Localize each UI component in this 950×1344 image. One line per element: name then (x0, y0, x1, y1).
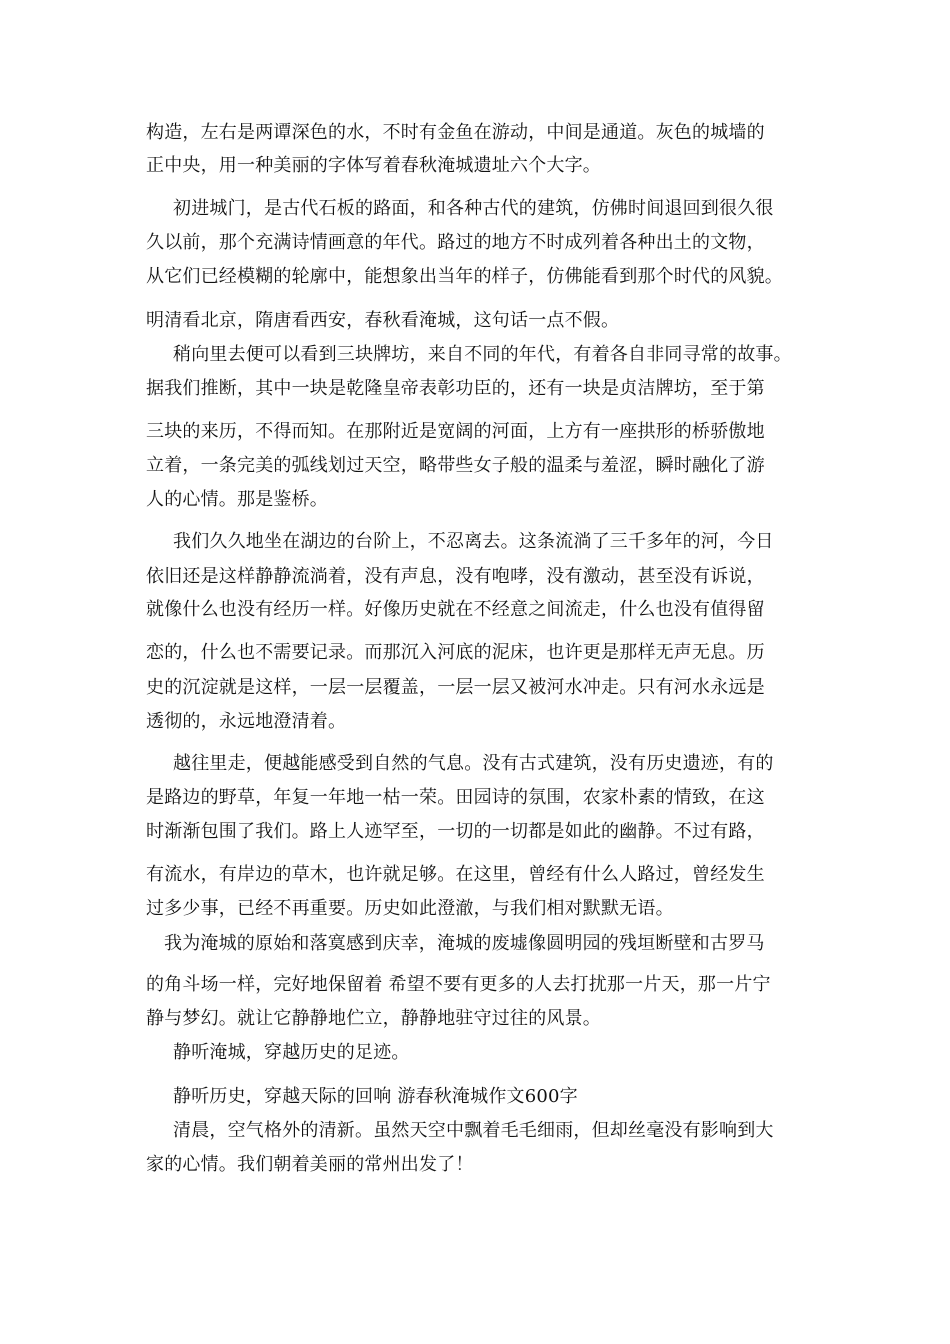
text-line: 三块的来历，不得而知。在那附近是宽阔的河面，上方有一座拱形的桥骄傲地 (146, 421, 765, 442)
text-line: 初进城门，是古代石板的路面，和各种古代的建筑，仿佛时间退回到很久很 (173, 198, 774, 219)
text-line: 依旧还是这样静静流淌着，没有声息，没有咆哮，没有激动，甚至没有诉说， (146, 566, 765, 587)
text-line: 正中央，用一种美丽的字体写着春秋淹城遗址六个大字。 (146, 155, 601, 176)
text-line: 明清看北京，隋唐看西安，春秋看淹城，这句话一点不假。 (146, 310, 620, 331)
text-line: 从它们已经模糊的轮廓中，能想象出当年的样子，仿佛能看到那个时代的风貌。 (146, 266, 783, 287)
text-line: 时渐渐包围了我们。路上人迹罕至，一切的一切都是如此的幽静。不过有路， (146, 821, 765, 842)
text-line: 是路边的野草，年复一年地一枯一荣。田园诗的氛围，农家朴素的情致，在这 (146, 787, 765, 808)
text-line: 静与梦幻。就让它静静地伫立，静静地驻守过往的风景。 (146, 1008, 601, 1029)
text-line: 恋的，什么也不需要记录。而那沉入河底的泥床，也许更是那样无声无息。历 (146, 642, 765, 663)
text-line: 静听淹城，穿越历史的足迹。 (173, 1042, 410, 1063)
text-line: 据我们推断，其中一块是乾隆皇帝表彰功臣的，还有一块是贞洁牌坊，至于第 (146, 378, 765, 399)
text-line: 清晨，空气格外的清新。虽然天空中飘着毛毛细雨，但却丝毫没有影响到大 (173, 1120, 774, 1141)
text-line: 史的沉淀就是这样，一层一层覆盖，一层一层又被河水冲走。只有河水永远是 (146, 677, 765, 698)
text-line: 人的心情。那是鉴桥。 (146, 489, 328, 510)
text-line: 构造，左右是两谭深色的水，不时有金鱼在游动，中间是通道。灰色的城墙的 (146, 122, 765, 143)
text-line: 静听历史，穿越天际的回响 游春秋淹城作文600字 (173, 1086, 578, 1107)
text-line: 就像什么也没有经历一样。好像历史就在不经意之间流走，什么也没有值得留 (146, 599, 765, 620)
text-line: 我们久久地坐在湖边的台阶上，不忍离去。这条流淌了三千多年的河，今日 (173, 531, 774, 552)
text-line: 过多少事，已经不再重要。历史如此澄澈，与我们相对默默无语。 (146, 898, 674, 919)
text-line: 久以前，那个充满诗情画意的年代。路过的地方不时成列着各种出土的文物， (146, 232, 765, 253)
text-line: 立着，一条完美的弧线划过天空，略带些女子般的温柔与羞涩，瞬时融化了游 (146, 455, 765, 476)
text-line: 家的心情。我们朝着美丽的常州出发了！ (146, 1154, 474, 1175)
text-line: 越往里走，便越能感受到自然的气息。没有古式建筑，没有历史遗迹，有的 (173, 753, 774, 774)
text-line: 的角斗场一样，完好地保留着 希望不要有更多的人去打扰那一片天，那一片宁 (146, 974, 771, 995)
text-line: 透彻的，永远地澄清着。 (146, 711, 347, 732)
text-line: 稍向里去便可以看到三块牌坊，来自不同的年代，有着各自非同寻常的故事。 (173, 344, 792, 365)
text-line: 我为淹城的原始和落寞感到庆幸，淹城的废墟像圆明园的残垣断壁和古罗马 (164, 933, 765, 954)
text-line: 有流水，有岸边的草木，也许就足够。在这里，曾经有什么人路过，曾经发生 (146, 864, 765, 885)
